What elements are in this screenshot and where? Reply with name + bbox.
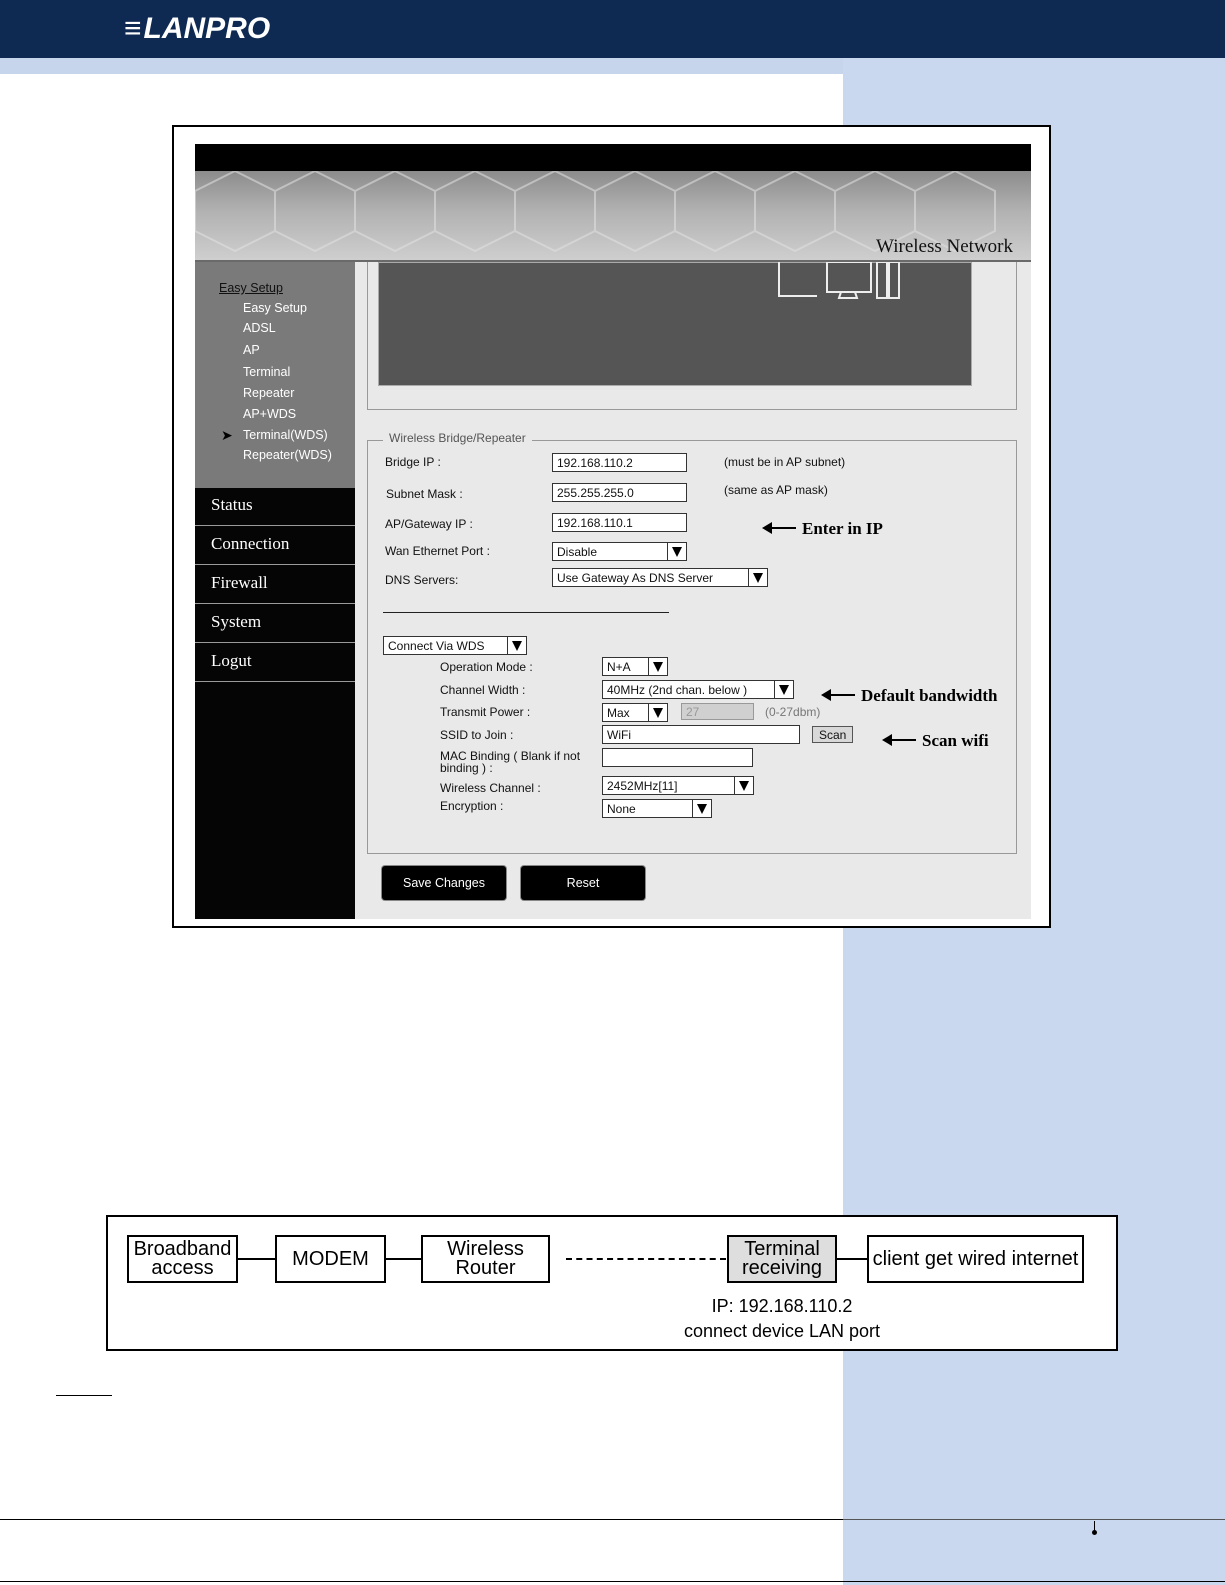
dropdown-arrow-icon [692, 800, 711, 817]
left-arrow-icon [884, 739, 916, 741]
broadband-label-2: access [151, 1257, 214, 1279]
left-arrow-icon [764, 527, 796, 529]
sidebar-item-adsl[interactable]: ADSL [243, 321, 276, 335]
gateway-ip-input[interactable]: 192.168.110.1 [552, 513, 687, 532]
lanpro-logo: ≡LANPRO [124, 12, 271, 45]
sidebar-item-repeater[interactable]: Repeater [243, 386, 295, 400]
subnet-mask-input[interactable]: 255.255.255.0 [552, 483, 687, 502]
router-ui [195, 144, 1031, 919]
scan-button[interactable]: Scan [812, 726, 853, 743]
terminal-label-2: receiving [741, 1257, 823, 1279]
terminal-label-1: Terminal [744, 1238, 820, 1260]
dropdown-arrow-icon [774, 681, 793, 698]
encryption-label: Encryption : [440, 799, 504, 813]
footer-marker [1094, 1521, 1095, 1533]
wireless-link-dashed [566, 1258, 726, 1260]
encryption-value: None [607, 802, 636, 816]
wireless-channel-label: Wireless Channel : [440, 781, 541, 795]
bridge-ip-label: Bridge IP : [385, 455, 441, 469]
mac-binding-label-line2: binding ) : [440, 761, 493, 775]
sidebar-item-terminal-wds[interactable]: Terminal(WDS) [243, 428, 328, 442]
transmit-power-value: Max [607, 706, 630, 720]
wireless-channel-select[interactable] [602, 776, 754, 795]
wan-port-label: Wan Ethernet Port : [385, 544, 490, 558]
sidebar-section-easy-setup[interactable]: Easy Setup [219, 281, 283, 295]
banner-title: Wireless Network [876, 236, 1013, 257]
terminal-receiving-box [727, 1235, 837, 1283]
annotation-enter-ip-text: Enter in IP [802, 519, 883, 538]
channel-width-select[interactable] [602, 680, 794, 699]
ssid-label: SSID to Join : [440, 728, 514, 742]
annotation-bandwidth-text: Default bandwidth [861, 686, 998, 705]
network-diagram [106, 1215, 1118, 1351]
annotation-scan [884, 731, 989, 751]
router-label-1: Wireless [447, 1238, 524, 1260]
channel-width-value: 40MHz (2nd chan. below ) [607, 683, 748, 697]
wireless-router-box [421, 1235, 550, 1283]
channel-width-label: Channel Width : [440, 683, 526, 697]
sidebar-item-repeater-wds[interactable]: Repeater(WDS) [243, 448, 332, 462]
dropdown-arrow-icon [648, 658, 667, 675]
dropdown-arrow-icon [507, 637, 526, 654]
left-arrow-icon [823, 694, 855, 696]
ssid-input[interactable]: WiFi [602, 725, 800, 744]
dropdown-arrow-icon [748, 569, 767, 586]
annotation-enter-ip [764, 519, 883, 539]
reset-button[interactable]: Reset [521, 866, 645, 900]
modem-box: MODEM [275, 1235, 386, 1283]
broadband-box [127, 1235, 238, 1283]
dns-servers-label: DNS Servers: [385, 573, 459, 587]
bridge-ip-input[interactable]: 192.168.110.2 [552, 453, 687, 472]
encryption-select[interactable] [602, 799, 712, 818]
operation-mode-select[interactable] [602, 657, 668, 676]
nav-connection[interactable]: Connection [195, 527, 355, 565]
wireless-channel-value: 2452MHz[11] [607, 779, 678, 793]
mac-binding-input[interactable] [602, 748, 753, 767]
gateway-ip-label: AP/Gateway IP : [385, 517, 473, 531]
client-box: client get wired internet [867, 1235, 1084, 1283]
nav-logout[interactable]: Logut [195, 644, 355, 682]
nav-firewall[interactable]: Firewall [195, 566, 355, 604]
operation-mode-value: N+A [607, 660, 631, 674]
annotation-bandwidth [823, 686, 998, 706]
underline-mark [56, 1395, 112, 1396]
transmit-power-input[interactable]: 27 [681, 703, 754, 720]
transmit-power-select[interactable] [602, 703, 668, 722]
annotation-scan-text: Scan wifi [922, 731, 989, 750]
subnet-mask-note: (same as AP mask) [724, 483, 828, 497]
sidebar-item-ap[interactable]: AP [243, 343, 260, 357]
mac-binding-label-line1: MAC Binding ( Blank if not [440, 749, 581, 763]
connect-mode-value: Connect Via WDS [388, 639, 485, 653]
selected-arrow-icon: ➤ [221, 427, 233, 443]
router-banner [195, 171, 1031, 261]
dropdown-arrow-icon [667, 543, 686, 560]
dns-servers-value: Use Gateway As DNS Server [557, 571, 714, 585]
subnet-mask-label: Subnet Mask : [386, 487, 463, 501]
connect-mode-select[interactable] [383, 636, 527, 655]
footer-rule-right [843, 1519, 1225, 1520]
header-bar [0, 0, 1225, 58]
footer-bottom-rule [0, 1581, 1225, 1582]
dropdown-arrow-icon [648, 704, 667, 721]
wan-port-value: Disable [557, 545, 598, 559]
transmit-power-note: (0-27dbm) [765, 705, 821, 719]
mac-binding-label [440, 750, 580, 774]
terminal-lan-note: connect device LAN port [683, 1321, 881, 1341]
dns-servers-select[interactable] [552, 568, 768, 587]
router-label-2: Router [455, 1257, 516, 1279]
computer-icon [777, 262, 922, 304]
save-changes-button[interactable]: Save Changes [382, 866, 506, 900]
connector-line [386, 1258, 421, 1260]
footer-rule [0, 1519, 843, 1520]
sidebar-item-easy-setup[interactable]: Easy Setup [243, 301, 307, 315]
dropdown-arrow-icon [734, 777, 753, 794]
router-topbar [195, 144, 1031, 171]
sidebar-item-ap-wds[interactable]: AP+WDS [243, 407, 297, 421]
transmit-power-label: Transmit Power : [440, 705, 531, 719]
broadband-label-1: Broadband [133, 1238, 232, 1260]
connector-line [238, 1258, 275, 1260]
connector-line [837, 1258, 867, 1260]
bridge-legend: Wireless Bridge/Repeater [383, 431, 532, 445]
bridge-ip-note: (must be in AP subnet) [724, 455, 846, 469]
sidebar-item-terminal[interactable]: Terminal [243, 365, 291, 379]
operation-mode-label: Operation Mode : [440, 660, 533, 674]
wan-port-select[interactable] [552, 542, 687, 561]
nav-system[interactable]: System [195, 605, 355, 643]
terminal-ip-note: IP: 192.168.110.2 [711, 1296, 853, 1316]
section-divider [383, 612, 669, 613]
nav-status[interactable]: Status [195, 488, 355, 526]
